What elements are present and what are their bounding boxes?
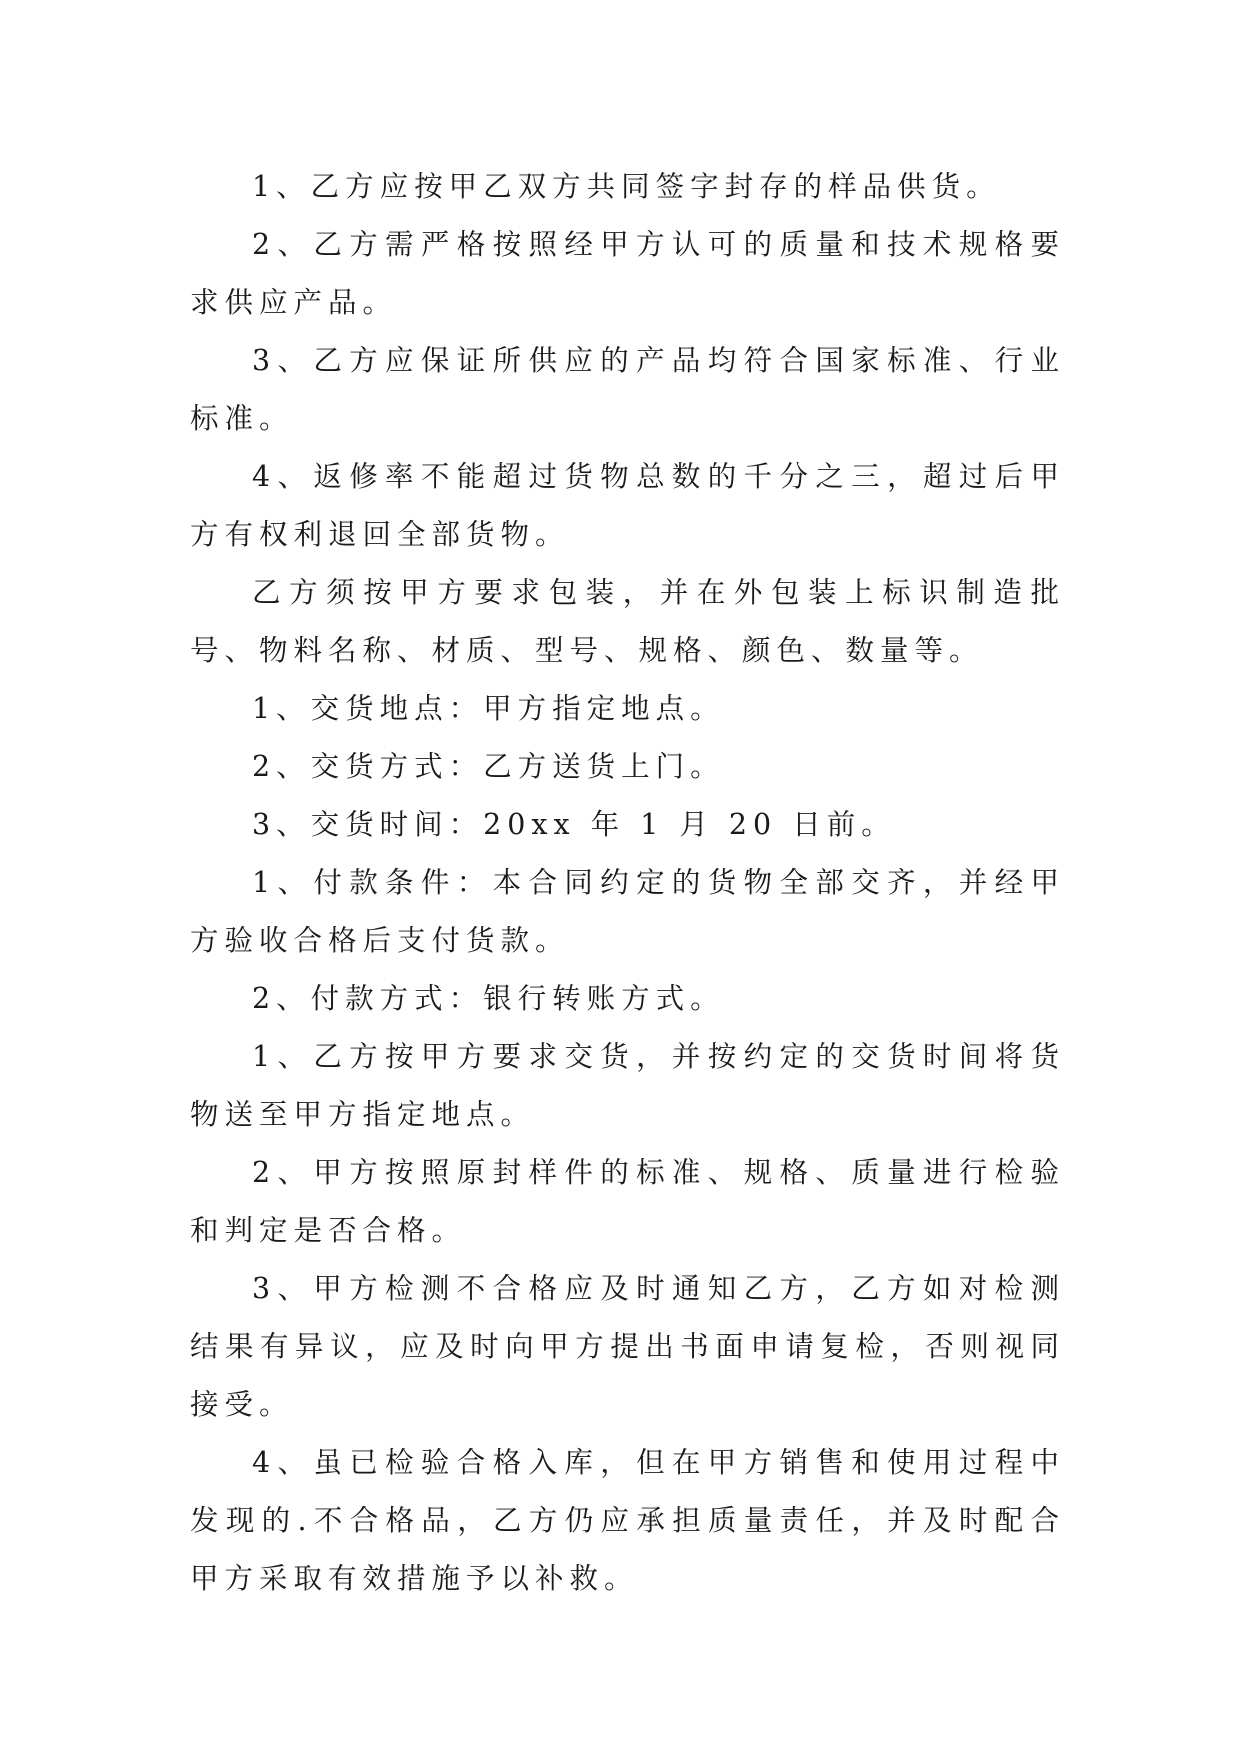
paragraph-inspection-notice: 3、甲方检测不合格应及时通知乙方，乙方如对检测结果有异议，应及时向甲方提出书面申请复检，否则视同接受。 (190, 1272, 1065, 1421)
paragraph-delivery-time: 3、交货时间：20xx 年 1 月 20 日前。 (252, 808, 896, 841)
paragraph-inspection-standard: 2、甲方按照原封样件的标准、规格、质量进行检验和判定是否合格。 (190, 1156, 1065, 1247)
paragraph-delivery-place: 1、交货地点：甲方指定地点。 (252, 692, 725, 725)
paragraph-payment-method: 2、付款方式：银行转账方式。 (252, 982, 725, 1015)
paragraph-inspection-delivery: 1、乙方按甲方要求交货，并按约定的交货时间将货物送至甲方指定地点。 (190, 1040, 1065, 1131)
document-body (190, 158, 1065, 1608)
paragraph-quality-spec: 2、乙方需严格按照经甲方认可的质量和技术规格要求供应产品。 (190, 228, 1065, 319)
paragraph-return-rate: 4、返修率不能超过货物总数的千分之三，超过后甲方有权利退回全部货物。 (190, 460, 1065, 551)
paragraph-packaging: 乙方须按甲方要求包装，并在外包装上标识制造批号、物料名称、材质、型号、规格、颜色、数量等。 (190, 576, 1065, 667)
paragraph-quality-liability: 4、虽已检验合格入库，但在甲方销售和使用过程中发现的.不合格品，乙方仍应承担质量责任，并及时配合甲方采取有效措施予以补救。 (190, 1446, 1065, 1595)
paragraph-delivery-method: 2、交货方式：乙方送货上门。 (252, 750, 725, 783)
paragraph-sample-supply: 1、乙方应按甲乙双方共同签字封存的样品供货。 (252, 170, 1001, 203)
paragraph-payment-terms: 1、付款条件：本合同约定的货物全部交齐，并经甲方验收合格后支付货款。 (190, 866, 1065, 957)
paragraph-standards: 3、乙方应保证所供应的产品均符合国家标准、行业标准。 (190, 344, 1065, 435)
